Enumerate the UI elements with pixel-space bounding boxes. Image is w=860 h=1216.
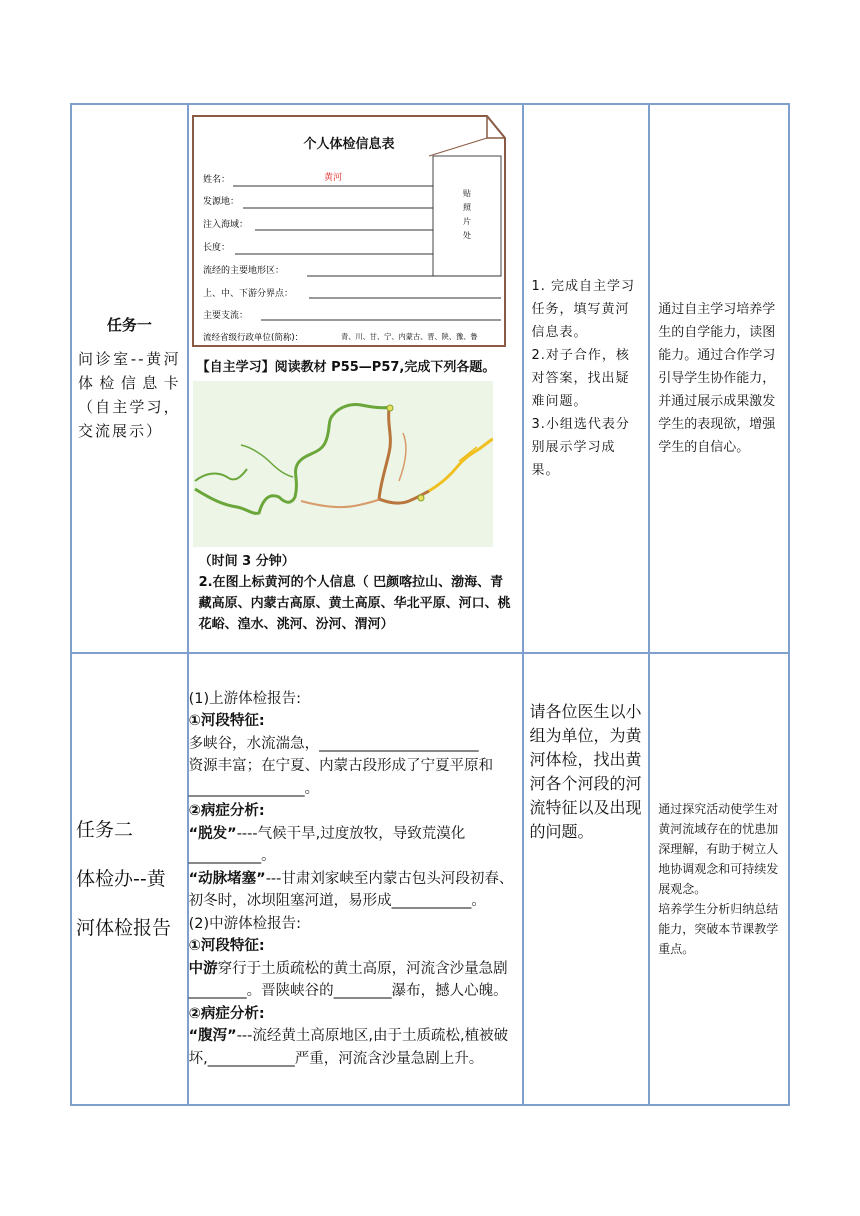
upper-feature-2: 资源丰富；在宁夏、内蒙古段形成了宁夏平原和________________。 [188, 758, 494, 797]
task2-title: 任务二 [76, 818, 134, 841]
text: 。晋陕峡谷的 [246, 983, 334, 1000]
lesson-plan-table [70, 103, 790, 1106]
task1-below-text [189, 547, 522, 641]
study-instruction: 【自主学习】阅读教材 P55—P57,完成下列各题。 [196, 360, 496, 375]
task1-steps-cell [523, 104, 650, 653]
middle-label: 中游 [188, 960, 218, 977]
name-value: 黄河 [323, 173, 342, 183]
task1-desc: 问诊室--黄河体检信息卡（自主学习，交流展示） [78, 350, 181, 440]
name-label: 姓名： [202, 175, 230, 185]
length-label: 长度： [202, 243, 230, 253]
task1-goal-cell [649, 104, 789, 653]
photo-char: 照 [462, 203, 471, 212]
step-2: 2.对子合作，核对答案，找出疑难问题。 [531, 348, 630, 409]
task2-steps: 请各位医生以小组为单位，为黄河体检，找出黄河各个河段的河流特征以及出现的问题。 [529, 702, 642, 841]
tributary-label: 主要支流： [202, 311, 248, 321]
task1-content-cell [188, 104, 523, 653]
yellow-river-map-image [193, 381, 493, 547]
middle-disease-title: ②病症分析: [188, 1005, 265, 1022]
middle-feature-title: ①河段特征: [188, 938, 265, 955]
time-note: （时间 3 分钟） [198, 554, 295, 569]
task2-steps-cell [523, 653, 650, 1105]
source-label: 发源地： [202, 197, 239, 207]
provinces-label: 流经省级行政单位(简称)： [202, 333, 303, 343]
task2-cell [71, 653, 188, 1105]
photo-char: 处 [462, 231, 471, 240]
text: 多峡谷，水流湍急， [188, 735, 320, 752]
boundary-label: 上、中、下游分界点： [202, 289, 293, 299]
task1-goal: 通过自主学习培养学生的自学能力，读图能力。通过合作学习引导学生协作能力，并通过展示成果激发学生的表现欲，增强学生的自信心。 [658, 302, 776, 455]
form-title: 个人体检信息表 [303, 137, 395, 152]
terrain-label: 流经的主要地形区： [202, 266, 284, 276]
photo-char: 片 [462, 217, 471, 226]
text: 严重，河流含沙量急剧上升。 [294, 1050, 484, 1067]
provinces-value: 青、川、甘、宁、内蒙古、晋、陕、豫、鲁 [340, 332, 478, 341]
upper-feature-title: ①河段特征: [188, 713, 265, 730]
hair-text: ----气候干旱,过度放牧，导致荒漠化 [236, 825, 466, 842]
info-form-image [189, 108, 509, 348]
task2-goal: 通过探究活动使学生对黄河流域存在的忧患加深理解，有助于树立人地协调观念和可持续发展观念。 培养学生分析归纳总结能力，突破本节课教学重点。 [658, 802, 779, 956]
upper-disease-title: ②病症分析: [188, 803, 265, 820]
photo-char: 贴 [462, 189, 471, 198]
task1-row [71, 104, 789, 653]
text: 瀑布，撼人心魄。 [391, 983, 508, 1000]
task2-row [71, 653, 789, 1105]
text: 资源丰富；在宁夏、内蒙古段形成了宁夏平原和 [188, 758, 494, 775]
hair-item: “脱发”----气候干旱,过度放牧，导致荒漠化__________。 [188, 825, 466, 865]
question-2: 2.在图上标黄河的个人信息（ 巴颜喀拉山、渤海、青藏高原、内蒙古高原、黄土高原、华北平原、河口、桃花峪、湟水、洮河、汾河、渭河） [198, 575, 511, 632]
middle-title: (2)中游体检报告: [188, 915, 302, 932]
artery-item: “动脉堵塞”---甘肃刘家峡至内蒙古包头河段初春、初冬时，冰坝阻塞河道，易形成___________。 [188, 870, 514, 910]
diarrhea-label: “腹泻” [188, 1028, 237, 1045]
artery-text: ---甘肃刘家峡至内蒙古包头河段初春、初冬时，冰坝阻塞河道，易形成 [188, 870, 514, 910]
task2-goal-cell [649, 653, 789, 1105]
task2-content-cell [188, 653, 523, 1105]
artery-label: “动脉堵塞” [188, 870, 266, 887]
text: 穿行于土质疏松的黄土高原，河流含沙量急剧 [217, 960, 508, 977]
sea-label: 注入海域： [202, 220, 248, 230]
step-3: 3.小组选代表分别展示学习成果。 [531, 417, 630, 478]
text: ---流经黄土高原地区,由于土质疏松,植被破坏, [188, 1028, 509, 1067]
upper-feature-1: 多峡谷，水流湍急，______________________ [188, 735, 479, 752]
middle-feature: 中游穿行于土质疏松的黄土高原，河流含沙量急剧________。晋陕峡谷的________瀑布，撼人心魄。 [188, 960, 508, 1000]
step-1: 1. 完成自主学习任务，填写黄河信息表。 [531, 279, 636, 340]
upper-title: (1)上游体检报告: [188, 690, 302, 707]
task1-title: 任务一 [106, 316, 152, 334]
diarrhea-item: “腹泻”---流经黄土高原地区,由于土质疏松,植被破坏,____________严重，河流含沙量急剧上升。 [188, 1028, 509, 1067]
hair-label: “脱发” [188, 825, 237, 842]
task2-desc: 体检办--黄河体检报告 [76, 867, 172, 939]
task1-cell [71, 104, 188, 653]
